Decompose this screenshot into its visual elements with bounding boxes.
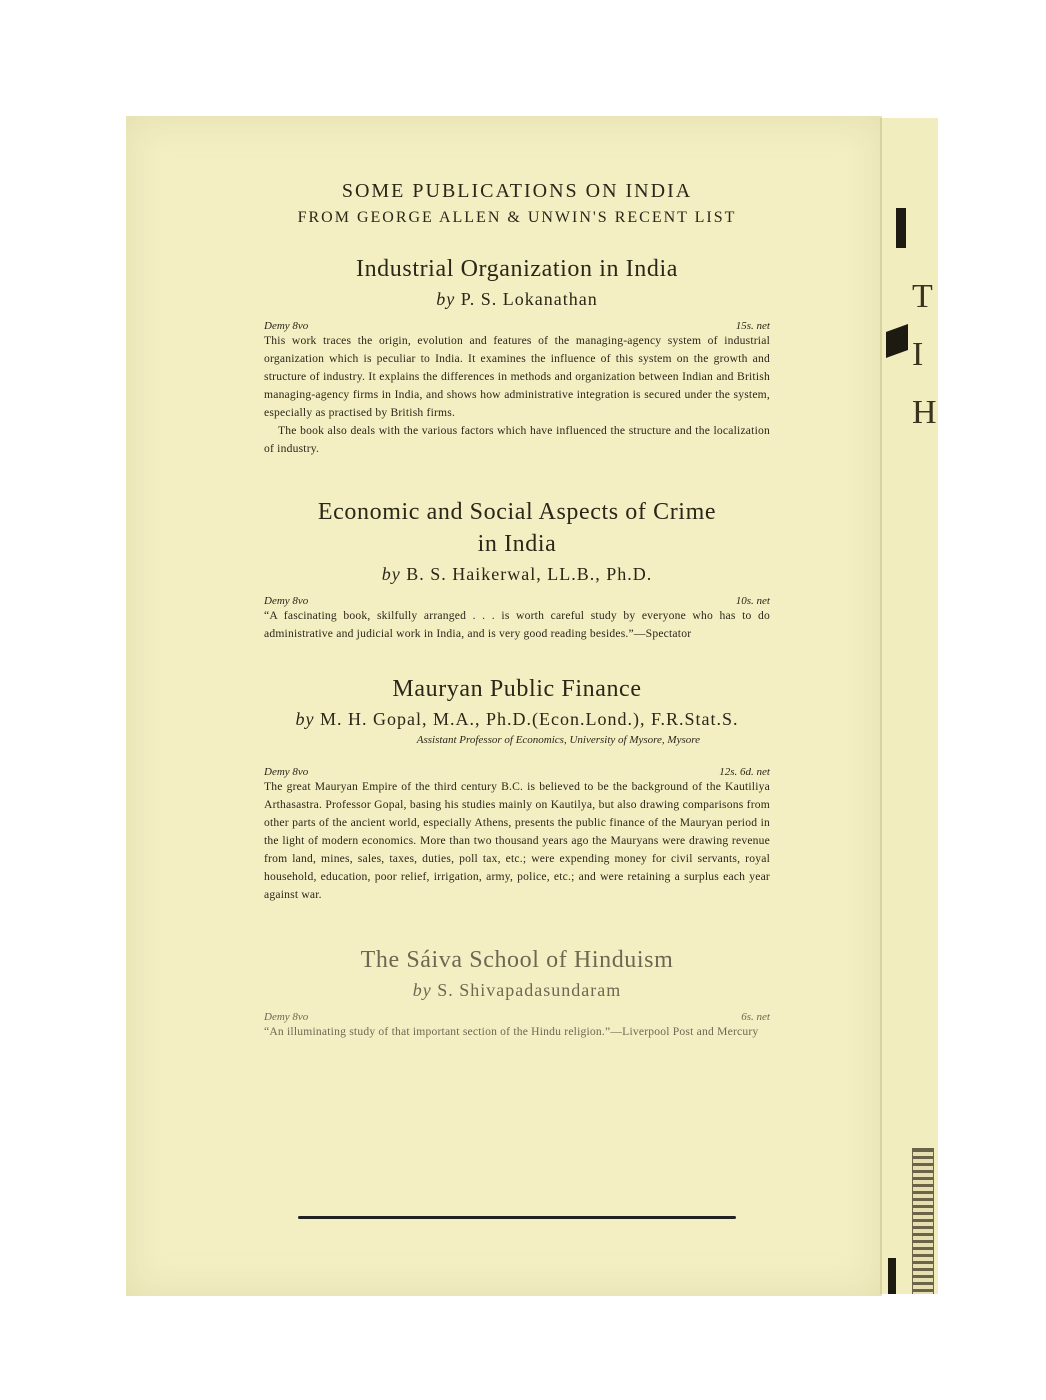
book-author	[264, 289, 770, 310]
book-format: Demy 8vo	[264, 595, 309, 607]
book-description: This work traces the origin, evolution and features of the managing-agency system of industrial organization which is peculiar to India. It examines the influence of this system on the growth and structure of industry. It explains the differences in methods and organization between Indian and British managing-agency firms in India, and shows how administrative integration is secured under the system, especially as practised by British firms.	[264, 334, 770, 419]
author-name: M. H. Gopal, M.A., Ph.D.(Econ.Lond.), F.R.Stat.S.	[319, 709, 739, 729]
spine-letter: H	[912, 394, 937, 431]
publisher-list	[264, 180, 770, 1041]
book-price: 10s. net	[735, 595, 770, 607]
closing-rule	[298, 1216, 736, 1219]
book-format: Demy 8vo	[264, 1011, 309, 1023]
book-meta	[264, 766, 770, 778]
book-spine	[880, 118, 938, 1294]
book-format: Demy 8vo	[264, 766, 309, 778]
book-meta	[264, 320, 770, 332]
spine-tear	[896, 208, 906, 248]
book-author	[264, 980, 770, 1001]
book-title: Mauryan Public Finance	[392, 676, 642, 702]
book-entry	[264, 496, 770, 643]
spine-letter: T	[912, 278, 933, 315]
list-heading: SOME PUBLICATIONS ON INDIA	[341, 180, 693, 202]
book-title-line: Economic and Social Aspects of Crime	[317, 499, 717, 525]
book-description: The great Mauryan Empire of the third century B.C. is believed to be the background of the Kautiliya Arthasastra. Professor Gopal, basing his studies mainly on Kautilya, but also drawing comparisons from other parts of the ancient world, especially Athens, presents the public finance of the Mauryan period in the light of modern economics. More than two thousand years ago the Mauryans were drawing revenue from land, mines, sales, taxes, duties, poll tax, etc.; were expending money for civil servants, royal household, education, poor relief, irrigation, army, police, etc.; and were retaining a surplus each year against war.	[264, 780, 770, 901]
author-affiliation: Assistant Professor of Economics, University of Mysore, Mysore	[416, 734, 700, 746]
book-entry	[264, 253, 770, 458]
by-label: by	[412, 980, 432, 1000]
spine-ornament	[912, 1148, 934, 1294]
spine-tear	[886, 324, 908, 358]
by-label: by	[381, 564, 401, 584]
by-label: by	[436, 289, 456, 309]
list-subheading: FROM GEORGE ALLEN & UNWIN'S RECENT LIST	[297, 209, 737, 226]
author-name: B. S. Haikerwal, LL.B., Ph.D.	[406, 564, 653, 584]
book-meta	[264, 1011, 770, 1023]
author-name: P. S. Lokanathan	[460, 289, 598, 309]
book-entry	[264, 944, 770, 1041]
by-label: by	[295, 709, 315, 729]
book-meta	[264, 595, 770, 607]
book-entry	[264, 673, 770, 904]
book-title-line: in India	[477, 531, 557, 557]
book-description: “An illuminating study of that important section of the Hindu religion.”—Liverpool Post and Mercury	[264, 1025, 759, 1038]
author-name: S. Shivapadasundaram	[437, 980, 622, 1000]
book-title: Industrial Organization in India	[355, 256, 678, 282]
book-author	[264, 709, 770, 730]
book-description: The book also deals with the various factors which have influenced the structure and the localization of industry.	[264, 424, 770, 455]
spine-letter: I	[912, 336, 924, 373]
book-price: 12s. 6d. net	[719, 766, 770, 778]
book-title	[264, 496, 770, 560]
spine-lettering	[912, 268, 937, 442]
book-price: 6s. net	[741, 1011, 770, 1023]
spine-tear	[888, 1258, 896, 1294]
book-author	[264, 564, 770, 585]
book-description: “A fascinating book, skilfully arranged . . . is worth careful study by everyone who has to do administrative and judicial work in India, and is very good reading besides.”—Spectator	[264, 609, 770, 640]
book-price: 15s. net	[735, 320, 770, 332]
book-format: Demy 8vo	[264, 320, 309, 332]
book-title: The Sáiva School of Hinduism	[360, 947, 674, 973]
